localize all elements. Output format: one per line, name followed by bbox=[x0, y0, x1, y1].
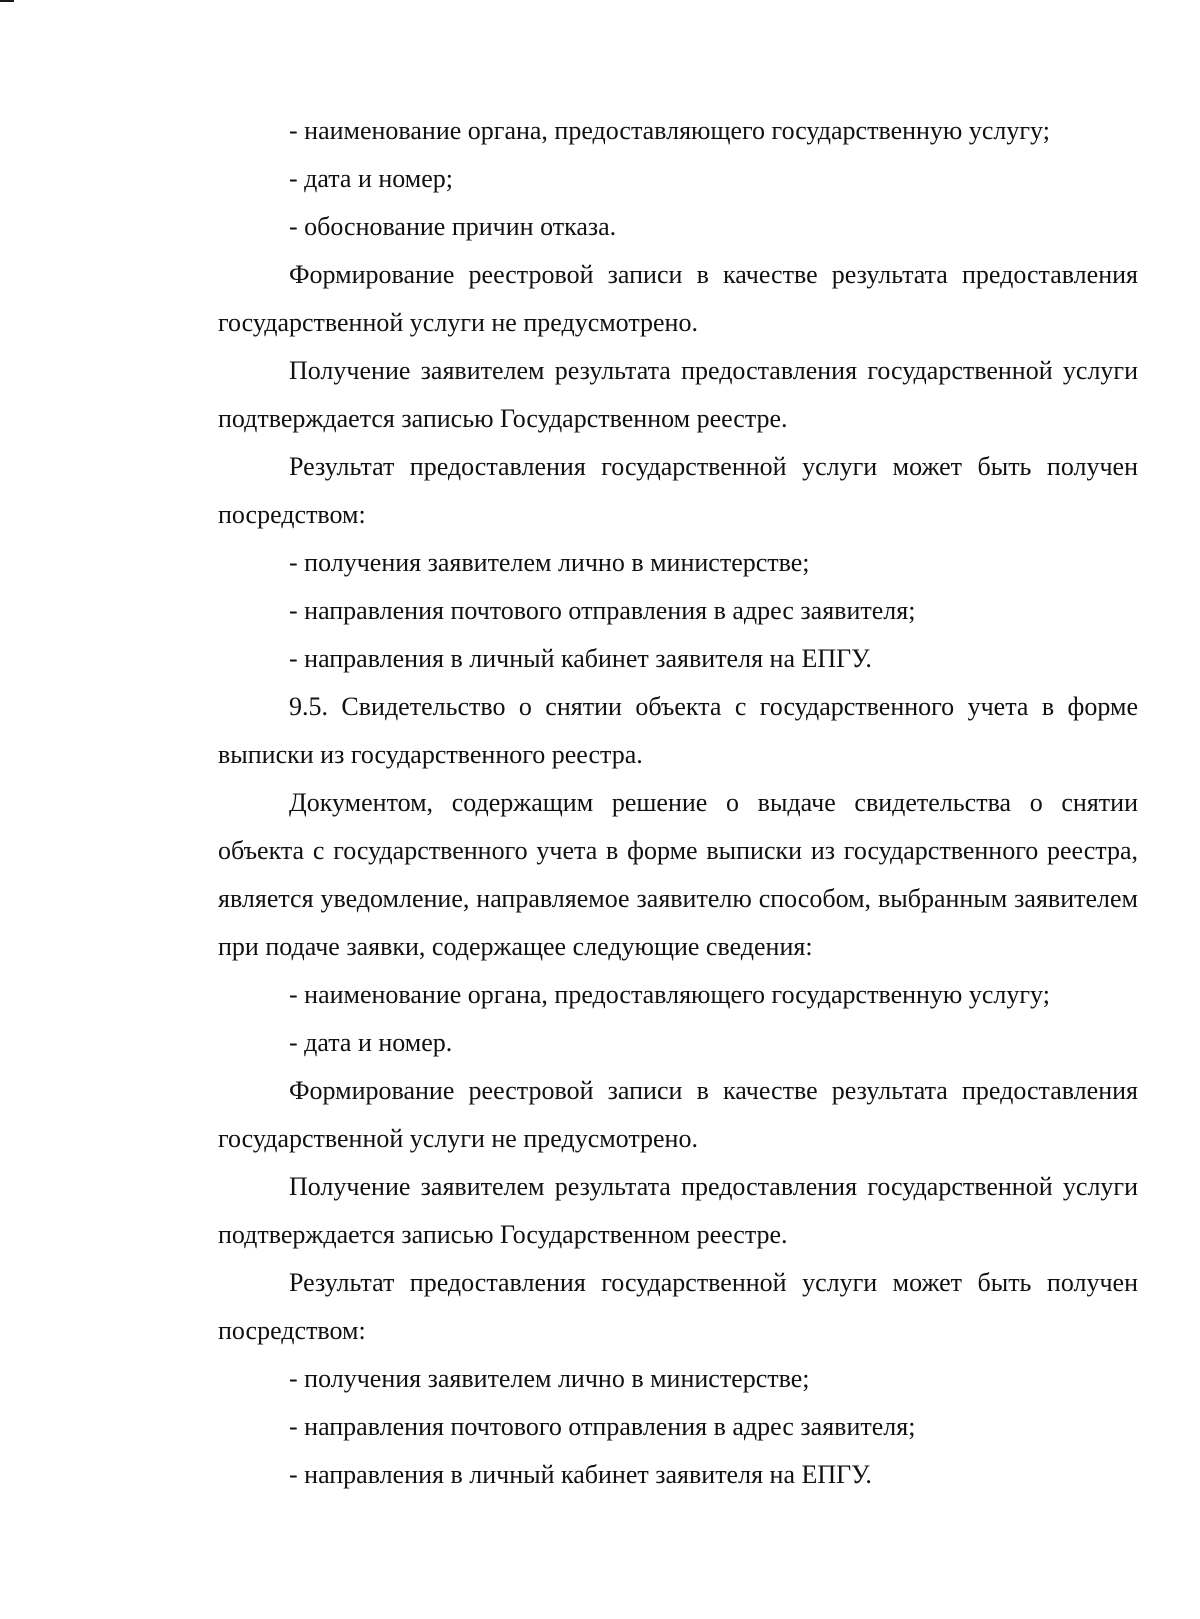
paragraph-result-confirmation: Получение заявителем результата предоставления государственной услуги подтверждается записью Государственном реестре. bbox=[218, 1172, 1138, 1249]
paragraph-decision-document: Документом, содержащим решение о выдаче свидетельства о снятии объекта с государственного учета в форме выписки из государственного реестра, является уведомление, направляемое заявителю способом, выбранным заявителем при подаче заявки, содержащее следующие сведения: bbox=[218, 788, 1138, 961]
paragraph-registry-record: Формирование реестровой записи в качестве результата предоставления государственной услуги не предусмотрено. bbox=[218, 260, 1138, 337]
paragraph-result-delivery: Результат предоставления государственной услуги может быть получен посредством: bbox=[218, 452, 1138, 529]
list-item-date-number: - дата и номер; bbox=[289, 164, 454, 193]
list-item-epgu-cabinet: - направления в личный кабинет заявителя на ЕПГУ. bbox=[289, 1460, 872, 1489]
paragraph-result-delivery: Результат предоставления государственной услуги может быть получен посредством: bbox=[218, 1268, 1138, 1345]
section-heading-9-5: 9.5. Свидетельство о снятии объекта с государственного учета в форме выписки из государственного реестра. bbox=[218, 692, 1138, 769]
list-item-authority-name: - наименование органа, предоставляющего государственную услугу; bbox=[289, 116, 1050, 145]
list-item-in-person: - получения заявителем лично в министерстве; bbox=[289, 1364, 810, 1393]
document-body bbox=[218, 107, 1138, 1499]
list-item-date-number: - дата и номер. bbox=[289, 1028, 453, 1057]
paragraph-registry-record: Формирование реестровой записи в качестве результата предоставления государственной услуги не предусмотрено. bbox=[218, 1076, 1138, 1153]
list-item-refusal-reason: - обоснование причин отказа. bbox=[289, 212, 617, 241]
scan-corner-mark bbox=[0, 0, 14, 2]
list-item-in-person: - получения заявителем лично в министерстве; bbox=[289, 548, 810, 577]
list-item-postal: - направления почтового отправления в адрес заявителя; bbox=[289, 596, 916, 625]
list-item-authority-name: - наименование органа, предоставляющего государственную услугу; bbox=[289, 980, 1050, 1009]
paragraph-result-confirmation: Получение заявителем результата предоставления государственной услуги подтверждается записью Государственном реестре. bbox=[218, 356, 1138, 433]
list-item-epgu-cabinet: - направления в личный кабинет заявителя на ЕПГУ. bbox=[289, 644, 872, 673]
list-item-postal: - направления почтового отправления в адрес заявителя; bbox=[289, 1412, 916, 1441]
